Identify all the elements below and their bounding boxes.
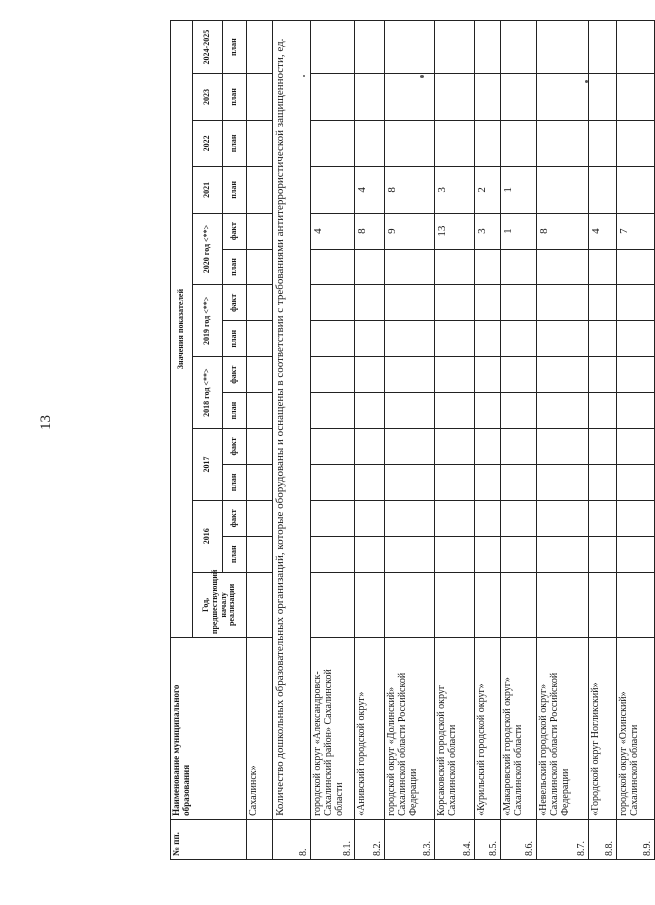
header-fact: факт: [223, 429, 247, 465]
row-num: [247, 819, 273, 859]
scan-speck: [420, 75, 424, 78]
header-name: Наименование муниципального образования: [171, 638, 247, 820]
section-row: [273, 21, 311, 860]
row-name: городской округ «Долинский» Сахалинской области Российской Федерации: [385, 638, 435, 820]
cell-2021-plan: 4: [355, 167, 385, 213]
row-num: 8.3.: [385, 819, 435, 859]
scan-speck: [585, 80, 588, 83]
cell-2020-fact: 8: [355, 213, 385, 249]
row-num: 8.1.: [311, 819, 355, 859]
section-text: Количество дошкольных образовательных организаций, которые оборудованы и оснащены в соответствии с требованиями антитеррористической защищенности, ед.: [273, 21, 311, 820]
cell-2021-plan: [589, 167, 617, 213]
row-num: 8.6.: [501, 819, 537, 859]
header-plan: план: [223, 120, 247, 166]
header-plan: план: [223, 21, 247, 74]
header-year-2024-2025: 2024-2025: [193, 21, 223, 74]
table-row: [475, 21, 501, 860]
header-plan: план: [223, 321, 247, 357]
cell-2020-fact: 9: [385, 213, 435, 249]
cell-2021-plan: [617, 167, 655, 213]
table-row: [311, 21, 355, 860]
table-row: [617, 21, 655, 860]
page-number: 13: [38, 415, 54, 430]
table-row: [355, 21, 385, 860]
header-values: Значения показателей: [171, 21, 193, 638]
cell-2020-fact: 1: [501, 213, 537, 249]
header-year-2021: 2021: [193, 167, 223, 213]
cell-2021-plan: 3: [435, 167, 475, 213]
scan-speck: [303, 75, 305, 77]
table-row: [589, 21, 617, 860]
cell-2020-fact: 8: [537, 213, 589, 249]
header-plan: план: [223, 393, 247, 429]
row-num: 8.8.: [589, 819, 617, 859]
cell-2021-plan: 1: [501, 167, 537, 213]
header-year-2018: 2018 год <**>: [193, 357, 223, 429]
header-plan: план: [223, 249, 247, 285]
header-plan: план: [223, 536, 247, 572]
cell-2020-fact: 7: [617, 213, 655, 249]
header-fact: факт: [223, 500, 247, 536]
row-name: «Городской округ Ногликский»: [589, 638, 617, 820]
row-num: 8.5.: [475, 819, 501, 859]
row-num: 8.2.: [355, 819, 385, 859]
cell-2020-fact: 13: [435, 213, 475, 249]
table-row: [537, 21, 589, 860]
header-fact: факт: [223, 213, 247, 249]
header-year-2017: 2017: [193, 429, 223, 501]
header-plan: план: [223, 167, 247, 213]
header-plan: план: [223, 74, 247, 120]
table-body: [247, 21, 655, 860]
header-year-2020: 2020 год <**>: [193, 213, 223, 285]
section-num: 8.: [273, 819, 311, 859]
table-row: [385, 21, 435, 860]
cell-2020-fact: 3: [475, 213, 501, 249]
header-plan: план: [223, 464, 247, 500]
table-row: [501, 21, 537, 860]
cell-2021-plan: 2: [475, 167, 501, 213]
cell-2021-plan: [537, 167, 589, 213]
row-name: городской округ «Охинский» Сахалинской области: [617, 638, 655, 820]
header-base-year: Год, предшествующий началу реализации: [193, 572, 247, 637]
cell-2021-plan: 8: [385, 167, 435, 213]
row-name: Корсаковский городской округ Сахалинской области: [435, 638, 475, 820]
table-row: [435, 21, 475, 860]
row-name: городской округ «Александровск-Сахалинский район» Сахалинской области: [311, 638, 355, 820]
header-year-2022: 2022: [193, 120, 223, 166]
header-fact: факт: [223, 285, 247, 321]
cell-2020-fact: 4: [589, 213, 617, 249]
row-num: 8.9.: [617, 819, 655, 859]
row-name: Сахалинск»: [247, 638, 273, 820]
row-num: 8.4.: [435, 819, 475, 859]
row-name: «Невельский городской округ» Сахалинской области Российской Федерации: [537, 638, 589, 820]
header-year-2016: 2016: [193, 500, 223, 572]
row-name: «Анивский городской округ»: [355, 638, 385, 820]
row-name: «Макаровский городской округ» Сахалинской области: [501, 638, 537, 820]
header-fact: факт: [223, 357, 247, 393]
row-name: «Курильский городской округ»: [475, 638, 501, 820]
header-year-2023: 2023: [193, 74, 223, 120]
cell-2020-fact: 4: [311, 213, 355, 249]
indicators-table: [170, 20, 655, 860]
cell-2021-plan: [311, 167, 355, 213]
row-num: 8.7.: [537, 819, 589, 859]
table-row: [247, 21, 273, 860]
rotated-table-container: [170, 20, 653, 860]
header-year-2019: 2019 год <**>: [193, 285, 223, 357]
header-num: № пп.: [171, 819, 247, 859]
